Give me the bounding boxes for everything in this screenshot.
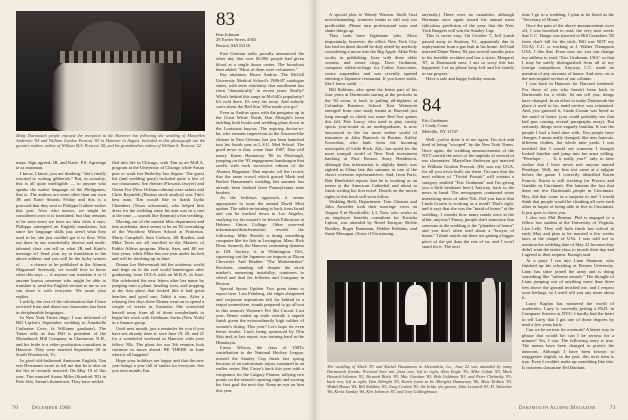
paragraph: Donna Lee Helvenstadt left the academic world and leapt on to the real world bandwagon after graduating from UCLA with an M.B.A. in June. She celebrated the new letters after her name by jumping onto a plane, heading west, and stopping at the first place that looked like it had great beaches and good sun: Tahiti it was. After a relaxing five days there Donna went on to spend a couple of weeks in Australia. She wrenched herself away from all of those wonderlands to begin her work with Goldman, Sachs (New York) in a finance group. <box>112 261 204 326</box>
paragraph: Once the pain of the above announcement wore off, I was horrified to read, the very next week, that C.C. Hauge was married to Bill Crenshaw '82 (now don't fall for the trick, Bill was NOT my UGA). C.C. is working at J. Walter Thompson USA. I like that. From now on, you can change my address to read: "Eric Grubman, USA" so that I may be safely distinguished from all of my foreign competitors. Anyway, C.C. made no mention of any servants of honor. And now, on to the non-nuptial section of our column. <box>522 22 614 82</box>
page-number: 70 <box>12 405 19 411</box>
paragraph: A special plea to Wendy Wasson. Steffi Graf notwithstanding, women's tennis is still way too predictable. Please turn professional soon and shake things up. <box>325 12 417 34</box>
paragraph: time I go to a wedding, I plan to be listed as the "Secretary of Honor." <box>522 12 614 23</box>
class-83-column <box>216 51 304 398</box>
paragraph: They both have legitimate jobs. More importantly, however, the effect New York City has had on them should be duly noted by anybody considering a move into the Big Apple. Mike Pelz works in publishing, lives with three older women, and wears clogs. Dave Grubman, computer tekkie-at-large for Cather Associates, wears suspenders and was recently spotted entering a Japanese restaurant. If you knew sushi, like I know sushi . . . <box>325 33 417 87</box>
paragraph: Hope your holidays are happy and that the new year brings a year full of smiles for everyone. See you next month. Em. <box>112 357 204 374</box>
paragraph: In New York Times lingo, I was informed of Bill Lipfert's September wedding to Annabelle Catherine Cove, (a Williams graduate). The Times tells us that Bill is president of the Monadnock Mill Company in Claremont, N.H., and his bride is a video production consultant in Hanover. They were married September 20 in South Woodstock, Vt. <box>16 314 106 358</box>
secretary-street: 1 Cindy Court <box>422 123 448 129</box>
paragraph: Casey Wilson, the class of 1983's contribution to the National Hockey League, missed the Stanley Cup finals last spring because of an unfortunate injury sustained in an earlier series. But Casey's back this year with a vengeance for the Calgary Flames, tallying two points on the season's opening night and scoring his first goal the next day. Keep an eye on him this year. <box>216 344 304 393</box>
paragraph: I also saw Phil Beneau. Phil is engaged to a fellow law student at the University of Virginia, Lisa Lelli. They will both finish law school in early May and plan to be married a few weeks later at the chapel of UVa. I was told not to mention the wedding date of May 22 because they didn't want the entire class to invade their day and I agreed to their request. Enough said. <box>522 215 614 258</box>
column-1 <box>325 12 417 258</box>
class-84-secretary-address <box>422 118 458 134</box>
secretary-name: Ken Johnson <box>216 32 240 37</box>
paragraph: fled into life in Chicago, with Tim as an M.B.A. program at the University of Chicago while Susan puts to work her Berkeley law degree. The guest list (and wedding party) included quite a few of our classmates: Jim Steiner (Flowatis lawyer) and Glenn Fox (New Orleans oilman) were ushers and Chris Reynolds (Boston stock analyst) was Tim's best man. Tim would like to thank Lydia Chambers (Texas oilwoman), who helped him dress for the wedding since his arm was in a cast at the time — sounds like (hmmm) a fun wedding. <box>112 160 204 219</box>
paragraph: Well, you've done it to me again. I'm sick and tired of being "scooped" by the New York Times. Once again, the wedding announcements of the NYT carried the news of the nuptials of several of our classmates. Maryellen Anderson got married to William Gordon Prescott. (He was my UGA, for all you trivia buffs out there. I'm sure that the next edition of "Trivial Pursuit" will contain a category entitled "Eric Grubman" and I'm giving you a little headstart here.) Anyway, back to the news at hand. The newspapers contained some interesting news of other '84s. Did you know that Linda Cronin is working as a maid? That's right, and it says that she was the "maid of honor" at the wedding. I wonder how many maids were at the affair, anyway? Funny, people don't announce that someone at the wedding is the "plumber of honor" and you don't often read about a "lawyer of honor." I think maids out there are getting a bigger piece of the pie than the rest of us, and I won't stand for it. The next <box>422 137 514 249</box>
paragraph: In good old-fashioned American English, Tim von Herrmann wrote to tell me that he is also on the list of recently married. On May 10 of this year, Tim married Susan Miles (Stanford '85) in Palo Alto, Susan's hometown. They have settled <box>16 357 106 385</box>
class-84-column <box>422 137 514 258</box>
paragraph: Can we be serious for a minute? A better way to phrase that would be: can I be serious for a minute? Yes, I can. The following story is true. The names have been changed to protect the innocent. Although I have been known to exaggerate slightly in the past, this next item is true. Even I couldn't make up something like this. It concerns classmate Ted Dardani. <box>522 327 614 370</box>
column-1 <box>16 160 106 398</box>
class-83-secretary-address <box>216 32 256 48</box>
wedding-group-photo <box>327 260 512 362</box>
reception-photo-caption: Many Dartmouth people enjoyed the reception at the Hanover Inn following the wedding of Maryellen Anderson '84 and William Gordon Prescott '83 in Hanover in August. Included in this photograph are the groom's mother, widow of William M.S. Prescott '28, and his grandmother, widow of William S. Prescott '22. <box>16 133 205 148</box>
secretary-street: 28 Exeter Street, #303 <box>216 37 257 43</box>
secretary-name: Eric Grubman <box>422 118 448 123</box>
secretary-city: Boston, MA 02116 <box>216 42 251 48</box>
paragraph: Special Sports Update: Two great items to report here. Lisa Feinberg, ski edges sharpened and corporate aspirations left far behind in a teapot somewhere, stands prepared to go all-out in this season's Women's Pro Ski Circuit. Last year, Renee ended up tenth overall, a superb finish given the extraordinarily high caliber of women's skiing. This year? Let's hope for even better results. Lisa's being sponsored by Olin Skis and, at last report, was training hard in the Himalayas. <box>216 286 304 345</box>
right-page <box>314 0 628 420</box>
reception-photo <box>16 11 205 131</box>
paragraph: Pay attention, Bruce Andrus. The McGill University Medical School's 1986-87 catalogue states, with eerie similarity, that enrollment has risen "dramatically" in recent years. Really? What's behind this surge in McGill's popularity? It's cold there. It's very far away. And nobody cares about the Red Sox. Who made you go? <box>216 72 304 110</box>
right-footer <box>519 405 616 412</box>
issue-date: December 1986 <box>31 406 71 411</box>
paragraph: maps. Sign agreed, JB. and Katie. P.S. Agreeage ta sa maraman. <box>16 160 106 171</box>
page-number: 71 <box>609 405 616 411</box>
paragraph: Bill Robbins, who spent the better part of his four years at Dartmouth staring at the portraits in the '02 room, is back to pulling all-nighters at Columbia Business School. Ken Weinstein emerged from case study mania at Harvard just long enough to check out some Red Sox games this fall. Pete Leavy, who used to play varsity sports year-round as an undergraduate, is now ensconced in the far more sedate world of insurance at John Hancock in Boston. Ashley Koorobiat, who hails from the booming metropolis of Little Rock, Ark., has opted for the more tranquil world of New York investment banking at First Boston. Stacy Henderson, although this information is slightly dated, was sighted in China late this summer as one of the class's overseas representatives. And, from Paris, Rob Hindsfield reports that he is working as an intern at the American Cathedral and about to finish writing his first novel. Details on the movie rights to this book will soon follow. <box>325 86 417 199</box>
wedding-photo-caption: The wedding of Mark '83 and Rachel Hausmann in Alexandria, La., June 22 was attended by many Dartmouth friends. Pictured here are, front row, left to right, Alan Engle '83, Mike Gulati '83, Mark Howard-Johnson '83, Howard Brick '83, Mac Gardner '83, Bob Goldman '83, and Peter Chelmsky '83; back row, left to right, Dan Albright '83, Karen (soon to be Albright) Hannaway '86, Marc Erdhen '83, Mabel Bonus '84, Bill Robbins '83, Greg Corban '83, the bride, the groom, John Leonard '83, D. Valentine '86, Kevin Sandey '86, Ken Johnson '83, and Joey Gallinghouse. <box>327 364 512 394</box>
paragraph: As the holidays approach, it seems appropriate to issue the annual David Mott update. The rabbi-in-training is back from Israel and can be tracked down in Los Angeles, studying for his master's in Jewish Education at Hebrew Union College. Other year-end information/disinformation reveals the following: Mike Shoody is doing something computer-like for Itek in Lexington, Mass. Rick Dion, formerly the Hanover swimming dynamo in I.M. hockey, is in Wilmington, Del., squeezing out the Japanese car imports at Dixon Chevrolet. And Heather "The Marketmaker" Roulston, standing tall despite the stock market's unnerving instability, continues to wheel and deal for Jefferies and Company in Boston. <box>216 195 304 286</box>
class-83-heading: 83 <box>216 9 235 30</box>
publication-name: Dartmouth Alumni Magazine <box>518 406 597 411</box>
paragraph: I was back in Hanover for Harvard weekend. For those of you who haven't been back to Dartmouth for a while, let me tell you, things have changed. In an effort to make Dartmouth the place it used to be, maid service was reinstated. And, you guessed it, Linda Cronin was hired as the maid of honor (you could probably see that bad pun coming several paragraphs away). But seriously, things were vaguely familiar. It was the people I had a hard time with. You people have changes. I mean really changed, like new haircuts, different clothes, the whole nine yards. I was terrified that I would see someone I thought looked familiar and jump into her arms yelling, "Penelope . . . Is it really you?" only to later realize that I have never met anyone named Penelope. Well, my first test came at a tailgate before the game. I correctly identified Karen Francis. Karen is still working for Proctor and Gamble in Cincinnati. She laments the fact that there are few Dartmouth people in Cincinnati. Boy, did that come as a surprise to me! I would think that people would be climbing all over each other in hopes of being able to live in Cincinnati. It just goes to show you. <box>522 81 614 215</box>
paragraph: Wedding Bells Department: Tom Gleason and Julia Anweiler took their marriage vows on August 9 in Brookville, L.I. Tom, who works as an employee benefits consultant for Kwasha Lipton, was attended by Ronel Enrique, Richie Bradley, Roger Baumann, Debbie Robbins, and Susie Monagan. (Sorry if I'm missing <box>325 199 417 237</box>
paragraph: At a party I ran into Liam Shannon, who finished up his schooling at Boston University. Liam has since joined the army and is doing something like "airborne assault." The thought of Liam jumping out of anything more than three feet above the ground terrified me, and I respect your feelings, so I won't tell you any more about it. <box>522 257 614 301</box>
paragraph: Larry Kaplan has mastered the world of academics. Larry is currently getting a Ph.D. in Computer Science at NYU. I hardly had the heart to tell Larry that I got one of those degrees by mail a few years back. <box>522 300 614 327</box>
paragraph: Have a safe and happy holiday season. <box>426 76 497 82</box>
paragraph: Luckily, the rest of the information that I have received from and about our classmates has been in decipherable languages. <box>16 298 106 315</box>
paragraph: Moving out of the marital bliss department and into academia, there seems to be an '82 overtaking of the Woodrow Wilson School at Princeton. Marty Campbell, Sam Carlson, Jill Rozikis, and Mike Tavis are all enrolled in the Masters of Public Affairs program. Marty, Sam, and Jill are first years, while Mike has one year under his belt and will be finishing up in June. <box>112 218 204 262</box>
paragraph: East German radio proudly announced the other day that over 60,000 people had given blood at a single donor center. The broadcast then added: "Most of them were volunteers." <box>216 51 304 73</box>
class-84-heading: 84 <box>422 95 441 116</box>
paragraph: This is never easy. On October 7, Jeff Lamb passed away in Stratton, Vt., apparently due to asphyxiation from a gas leak in his home. Jeff had married Diane Neuss '84 just several months prior to his horrible accident and has a sister, Margaret '87, at Dartmouth now. I am so sorry this has happened. Let us please keep Jeff and his family in our prayers. <box>422 33 514 76</box>
paragraph: anybody.) There were no casualties, although Bermann once again issued his annual most ridiculous prediction of the year, that the New York Rangers will win the Stanley Cup. <box>422 12 514 34</box>
paragraph: Until next month, just a reminder for you if you have not already done it: save June 19, 20, and 21 for a wonderful weekend in Hanover with your fellow '82s. The plans for our 5th reunion look continue to move ahead. BE THERE in June when it all happens! <box>112 325 204 358</box>
left-footer <box>12 405 71 412</box>
column-2 <box>112 160 204 398</box>
column-2 <box>422 12 514 92</box>
secretary-city: Melville, NY 11747 <box>422 128 459 134</box>
paragraph: Even as Andrus spars with the penguins up in the Great White North, Dan Albright's been tackling both books and wedding plans down in the Louisiana bayous. The aspiring doctor-to-be, who remains impervious to the Amazon-like climate in New Orleans, has just been launched into his fourth year at L.S.U. Med School. The good news is that, come June 1987, Dan will marry Karen Hannaway '86 in Pittsburgh, jumping on the '83 engagement bandwagon that swells with each successive edition of the Alumni Magazine. Dan reports, off the record, that the same crowd which graced Mark and Rachel Hausmann's wedding last summer has already been booked from Pennsylvania state borders. <box>216 109 304 195</box>
column-3 <box>522 12 614 398</box>
paragraph: I know, I know, you are thinking, "she's finally resorted to writing gibberish." But, in actuality, this is all quite intelligible — to anyone who speaks the native language of the Philippines, that is. The authors are none other than our own JB and Katie Stearns Friday and this is a postcard that they sent to Philippa Guthrie earlier this year. Now who knows, we might be considered once it is translated, but that remains to be seen since we have no idea what it says. Philippa attempted an English translation, but since her language skills just aren't what they used to be, she just couldn't get it to flow. Who out there in our wonderfully diverse and multi-talented class can tell us what JB and Katie's message is? Send your try at translation to the above address and you will be the lucky winner of . . . a chance to be published in the Alumni Magazine! Seriously, we would love to know what this says — if anyone can translate it or if anyone knows someone who might be able to translate it, send the English version to me so we can share it with everyone. We await your replies. <box>16 170 106 299</box>
